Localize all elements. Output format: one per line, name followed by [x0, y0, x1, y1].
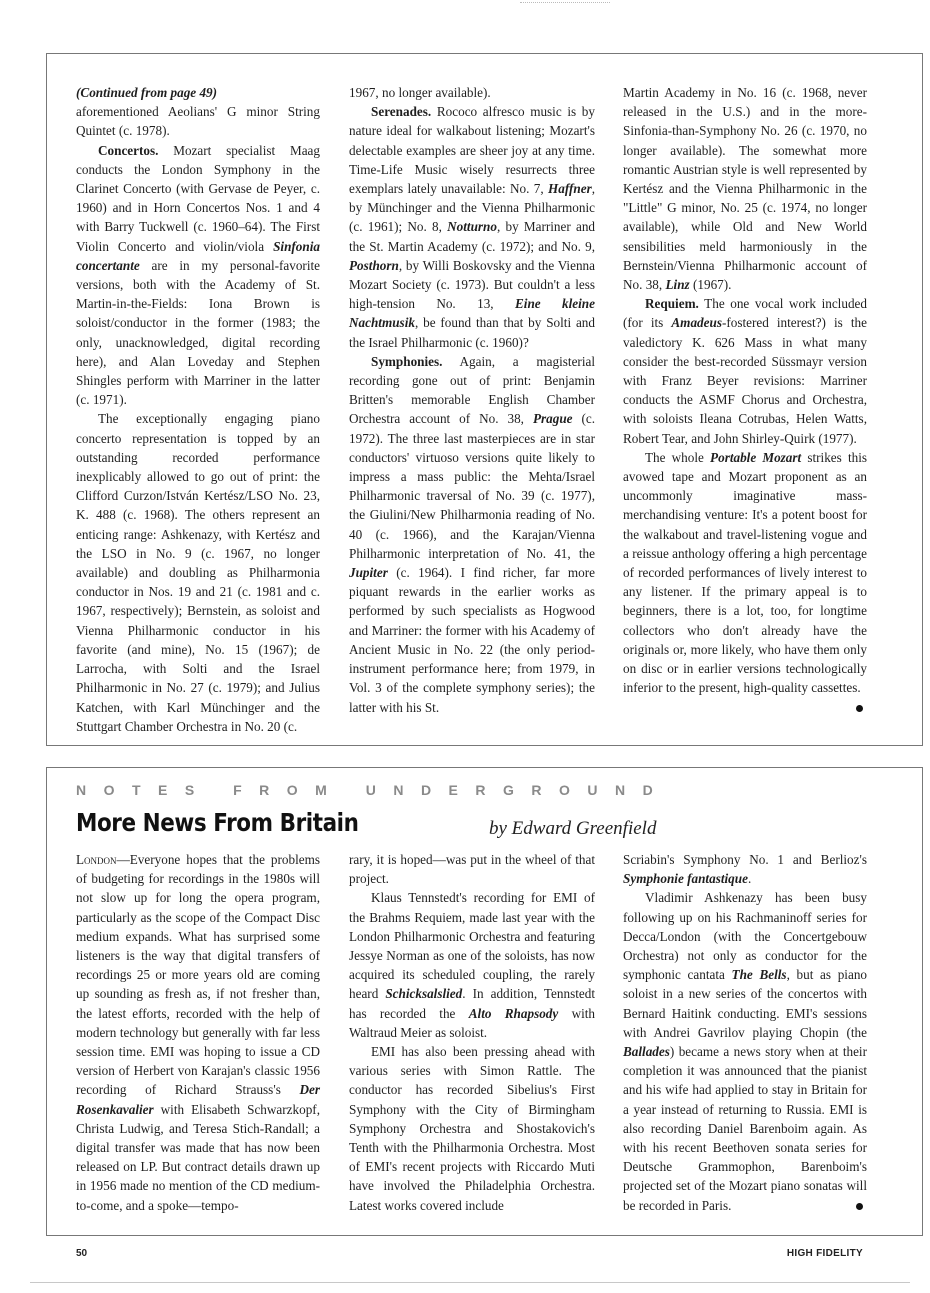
- article-byline: by Edward Greenfield: [489, 818, 657, 839]
- scan-artifact: [30, 1282, 910, 1283]
- paragraph: Vladimir Ashkenazy has been busy following up on his Rachmaninoff series for Decca/London (with the Concertgebouw Orchestra) not only as conductor for the symphonic cantata The Bells, but as piano soloist in a new series of the concertos with Bernard Haitink conducting. EMI's sessions with Andrei Gavrilov playing Chopin (the Ballades) became a news story when at their completion it was announced that the pianist and his wife had applied to stay in Britain for a year instead of returning to Russia. EMI is also recording Daniel Barenboim again. As with his recent Beethoven sonata series for Deutsche Grammophon, Barenboim's projected set of the Mozart piano sonatas will be recorded in Paris.: [623, 890, 868, 1213]
- paragraph: Martin Academy in No. 16 (c. 1968, never released in the U.S.) and in the more-Sinfonia-than-Symphony No. 26 (c. 1970, no longer available). The somewhat more romantic Austrian style is well represented by Kertész and the Vienna Philharmonic in the "Little" G minor, No. 25 (c. 1974, no longer available), while Old and New World sensibilities meld harmoniously in the Bernstein/Vienna Philharmonic account of No. 38, Linz (1967).: [623, 85, 867, 293]
- section-lead: Concertos.: [98, 142, 159, 158]
- article-headline: More News From Britain: [76, 808, 359, 837]
- continued-from-note: (Continued from page 49): [76, 85, 218, 100]
- top-article-column-1: [76, 83, 320, 736]
- end-of-article-bullet: [856, 705, 863, 712]
- paragraph: The exceptionally engaging piano concerto representation is topped by an outstanding recorded performance inexplicably allowed to go out of print: the Clifford Curzon/István Kertész/LSO No. 23, K. 488 (c. 1968). The others represent an enticing range: Ashkenazy, with Kertész and the LSO in No. 9 (c. 1967, no longer available) and doubling as Philharmonia conductor in Nos. 19 and 21 (c. 1981 and c. 1967, respectively); Bernstein, as soloist and Vienna Philharmonic conductor in his favorite (and mine), No. 15 (1967); de Larrocha, with Solti and the Israel Philharmonic in No. 27 (c. 1979); and Julius Katchen, with Karl Münchinger and the Stuttgart Chamber Orchestra in No. 20 (c.: [76, 411, 320, 734]
- bottom-article-column-2: [349, 850, 595, 1215]
- dateline: London: [76, 852, 117, 867]
- paragraph: London—Everyone hopes that the problems of budgeting for recordings in the 1980s will not slow up for long the opera program, particularly as the scope of the Compact Disc medium expands. What has surprised some listeners is the way that digital transfers of recordings 25 or more years old are coming up sounding as fresh as, if not fresher than, the latest efforts, recorded with the help of modern technology but generally with far less session time. EMI was hoping to issue a CD version of Herbert von Karajan's classic 1956 recording of Richard Strauss's Der Rosenkavalier with Elisabeth Schwarzkopf, Christa Ludwig, and Teresa Stich-Randall; a digital transfer was made that has now been released on LP. But contract details drawn up in 1956 made no mention of the CD medium-to-come, and a spoke—tempo-: [76, 852, 320, 1213]
- top-article-column-3: [623, 83, 867, 712]
- paragraph: Klaus Tennstedt's recording for EMI of the Brahms Requiem, made last year with the London Philharmonic Orchestra and featuring Jessye Norman as one of the soloists, has now acquired its scheduled coupling, the rarely heard Schicksalslied. In addition, Tennstedt has recorded the Alto Rhapsody with Waltraud Meier as soloist.: [349, 890, 596, 1040]
- section-kicker: NOTES FROM UNDERGROUND: [76, 782, 671, 798]
- paragraph: The whole Portable Mozart strikes this avowed tape and Mozart proponent as an uncommonly imaginative mass-merchandising venture: It's a potent boost for the walkabout and travel-listening vogue and a reissue anthology offering a high percentage of recorded performances of lively interest to any listener. If the primary appeal is to beginners, there is a lot, too, for longtime collectors who don't already have the originals or, more likely, who have them only on disc or in earlier versions technologically inferior to the present, high-quality cassettes.: [623, 448, 867, 698]
- paragraph-requiem: Requiem. The one vocal work included (for its Amadeus-fostered interest?) is the valedictory K. 626 Mass in what many consider the best-recorded Süssmayr version with Franz Beyer revisions: Marriner conducts the ASMF Chorus and Orchestra, with soloists Ileana Cotrubas, Helen Watts, Robert Tear, and John Shirley-Quirk (1977).: [623, 296, 868, 446]
- bottom-article-column-3: [623, 850, 867, 1215]
- section-lead: Serenades.: [371, 104, 432, 120]
- paragraph: Scriabin's Symphony No. 1 and Berlioz's Symphonie fantastique.: [623, 852, 867, 887]
- paragraph: rary, it is hoped—was put in the wheel of that project.: [349, 852, 595, 887]
- scan-artifact: [520, 2, 610, 6]
- paragraph-serenades: Serenades. Rococo alfresco music is by nature ideal for walkabout listening; Mozart's delectable examples are sheer joy at any time. Time-Life Music wisely resurrects three exemplars lately unavailable: No. 7, Haffner, by Münchinger and the Vienna Philharmonic (c. 1961); No. 8, Notturno, by Marriner and the St. Martin Academy (c. 1972); and No. 9, Posthorn, by Willi Boskovsky and the Vienna Mozart Society (c. 1973). But couldn't a less high-tension No. 13, Eine kleine Nachtmusik, be found than that by Solti and the Israel Philharmonic (c. 1960)?: [349, 104, 596, 350]
- paragraph-concertos: Concertos. Mozart specialist Maag conducts the London Symphony in the Clarinet Concerto (with Gervase de Peyer, c. 1960) and in Horn Concertos Nos. 1 and 4 with Barry Tuckwell (c. 1960–64). The First Violin Concerto and violin/viola Sinfonia concertante are in my personal-favorite versions, both with the Academy of St. Martin-in-the-Fields: Iona Brown is soloist/conductor in the former (1983; the only, unacknowledged, digital recording here), and Alan Loveday and Stephen Shingles perform with Marriner in the latter (c. 1971).: [76, 142, 321, 408]
- section-lead: Requiem.: [645, 296, 699, 312]
- magazine-name: HIGH FIDELITY: [786, 1248, 863, 1259]
- bottom-article-column-1: [76, 850, 320, 1215]
- end-of-article-bullet: [856, 1203, 863, 1210]
- paragraph: (Continued from page 49) aforementioned Aeolians' G minor String Quintet (c. 1978).: [76, 85, 320, 139]
- top-article-column-2: [349, 83, 595, 717]
- paragraph: EMI has also been pressing ahead with various series with Simon Rattle. The conductor has recorded Sibelius's First Symphony with the City of Birmingham Symphony Orchestra and Shostakovich's Tenth with the Philharmonia Orchestra. Most of EMI's recent projects with Riccardo Muti have involved the Philadelphia Orchestra. Latest works covered include: [349, 1044, 595, 1213]
- section-lead: Symphonies.: [371, 353, 443, 369]
- paragraph: 1967, no longer available).: [349, 85, 491, 100]
- page-number: 50: [76, 1248, 88, 1259]
- paragraph-symphonies: Symphonies. Again, a magisterial recording gone out of print: Benjamin Britten's memorable English Chamber Orchestra account of No. 38, Prague (c. 1972). The three last masterpieces are in star conductors' virtuoso versions quite likely to impress a mass public: the Mehta/Israel Philharmonic traversal of No. 39 (c. 1977), the Giulini/New Philharmonia reading of No. 40 (c. 1966), and the Karajan/Vienna Philharmonic interpretation of No. 41, the Jupiter (c. 1964). I find richer, far more piquant rewards in the earlier works as performed by such specialists as Hogwood and Marriner: the former with his Academy of Ancient Music in No. 22 (the only period-instrument performance here; from 1979, in Vol. 3 of the complete symphony series); the latter with his St.: [349, 353, 596, 715]
